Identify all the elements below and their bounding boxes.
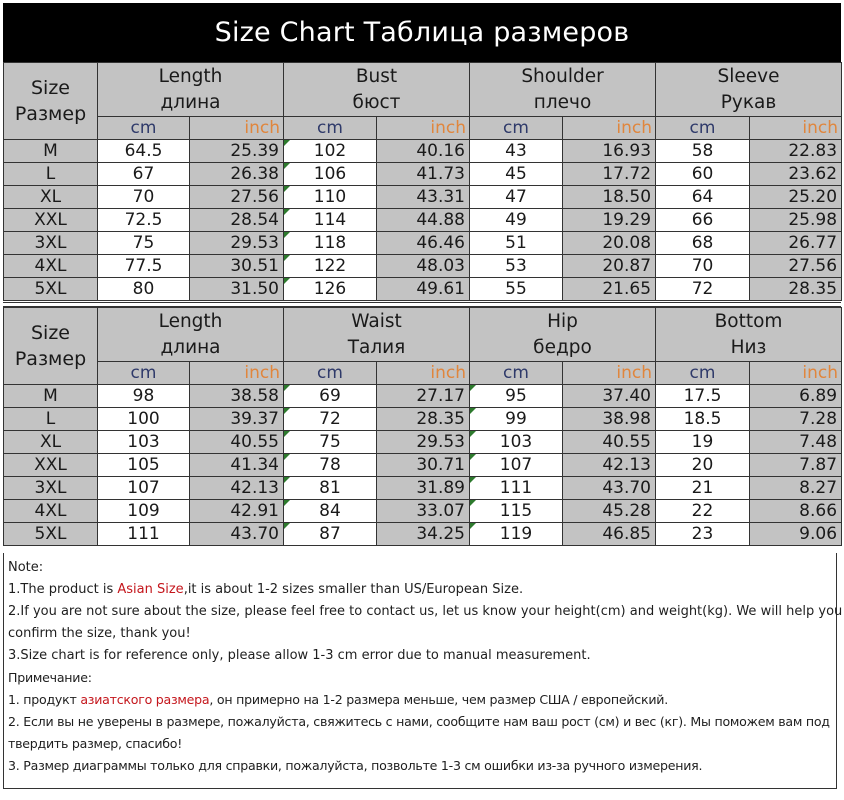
inch-value-cell: 41.73 xyxy=(377,163,470,186)
column-header-hip: Hip бедро xyxy=(470,308,656,362)
table-row xyxy=(4,500,842,523)
column-header-length: Length длина xyxy=(98,308,284,362)
inch-value-cell: 9.06 xyxy=(750,523,842,546)
inch-value-cell: 27.17 xyxy=(377,385,470,408)
cell-comment-marker xyxy=(470,500,476,506)
cm-value-cell: 75 xyxy=(98,232,190,255)
note-en-3: 3.Size chart is for reference only, please allow 1-3 cm error due to manual measurement. xyxy=(8,648,591,663)
cell-comment-marker xyxy=(470,477,476,483)
inch-value-cell: 25.39 xyxy=(190,140,284,163)
inch-value-cell: 28.54 xyxy=(190,209,284,232)
inch-value-cell: 46.46 xyxy=(377,232,470,255)
column-header-waist: Waist Талия xyxy=(284,308,470,362)
unit-cm-label: cm xyxy=(656,362,750,385)
cm-value-cell: 72 xyxy=(656,278,750,301)
inch-value-cell: 43.70 xyxy=(190,523,284,546)
asian-size-highlight-ru: азиатского размера xyxy=(80,692,210,707)
cm-value-cell: 102 xyxy=(284,140,377,163)
cm-value-cell: 111 xyxy=(98,523,190,546)
cm-value-cell: 64 xyxy=(656,186,750,209)
cm-value-cell: 45 xyxy=(470,163,563,186)
inch-value-cell: 28.35 xyxy=(750,278,842,301)
cm-value-cell: 118 xyxy=(284,232,377,255)
cm-value-cell: 106 xyxy=(284,163,377,186)
cm-value-cell: 95 xyxy=(470,385,563,408)
cell-comment-marker xyxy=(470,431,476,437)
cm-value-cell: 19 xyxy=(656,431,750,454)
note-ru-3: 3. Размер диаграммы только для справки, пожалуйста, позвольте 1-3 см ошибки из-за ручного измерения. xyxy=(8,758,703,773)
inch-value-cell: 40.16 xyxy=(377,140,470,163)
cm-value-cell: 78 xyxy=(284,454,377,477)
inch-value-cell: 43.31 xyxy=(377,186,470,209)
size-cell: 5XL xyxy=(4,278,98,301)
column-header-sleeve: Sleeve Рукав xyxy=(656,63,842,117)
cm-value-cell: 77.5 xyxy=(98,255,190,278)
table-row xyxy=(4,454,842,477)
inch-value-cell: 16.93 xyxy=(563,140,656,163)
inch-value-cell: 30.71 xyxy=(377,454,470,477)
cell-comment-marker xyxy=(284,408,290,414)
cm-value-cell: 84 xyxy=(284,500,377,523)
inch-value-cell: 29.53 xyxy=(190,232,284,255)
cm-value-cell: 18.5 xyxy=(656,408,750,431)
inch-value-cell: 48.03 xyxy=(377,255,470,278)
cell-comment-marker xyxy=(470,385,476,391)
cm-value-cell: 17.5 xyxy=(656,385,750,408)
note-ru-2-cont: твердить размер, спасибо! xyxy=(8,736,183,751)
note-ru-1: 1. продукт азиатского размера, он примерно на 1-2 размера меньше, чем размер США / европейский. xyxy=(8,692,668,707)
note-en-2: 2.If you are not sure about the size, please feel free to contact us, let us know your height(cm) and weight(kg). We will help you xyxy=(8,604,843,619)
size-cell: XL xyxy=(4,431,98,454)
cm-value-cell: 55 xyxy=(470,278,563,301)
inch-value-cell: 27.56 xyxy=(190,186,284,209)
column-header-bust: Bust бюст xyxy=(284,63,470,117)
cell-comment-marker xyxy=(284,232,290,238)
inch-value-cell: 18.50 xyxy=(563,186,656,209)
inch-value-cell: 40.55 xyxy=(190,431,284,454)
inch-value-cell: 7.87 xyxy=(750,454,842,477)
cm-value-cell: 22 xyxy=(656,500,750,523)
cm-value-cell: 122 xyxy=(284,255,377,278)
cm-value-cell: 70 xyxy=(656,255,750,278)
cell-comment-marker xyxy=(470,523,476,529)
cm-value-cell: 109 xyxy=(98,500,190,523)
table-row xyxy=(4,523,842,546)
cm-value-cell: 70 xyxy=(98,186,190,209)
unit-cm-label: cm xyxy=(98,117,190,140)
unit-cm-label: cm xyxy=(470,117,563,140)
unit-cm-label: cm xyxy=(284,117,377,140)
cm-value-cell: 53 xyxy=(470,255,563,278)
size-cell: M xyxy=(4,140,98,163)
cell-comment-marker xyxy=(470,408,476,414)
asian-size-highlight: Asian Size xyxy=(117,582,184,597)
cell-comment-marker xyxy=(284,385,290,391)
cm-value-cell: 68 xyxy=(656,232,750,255)
inch-value-cell: 42.13 xyxy=(563,454,656,477)
inch-value-cell: 27.56 xyxy=(750,255,842,278)
cell-comment-marker xyxy=(284,278,290,284)
inch-value-cell: 26.77 xyxy=(750,232,842,255)
cm-value-cell: 75 xyxy=(284,431,377,454)
inch-value-cell: 17.72 xyxy=(563,163,656,186)
cm-value-cell: 49 xyxy=(470,209,563,232)
inch-value-cell: 45.28 xyxy=(563,500,656,523)
inch-value-cell: 49.61 xyxy=(377,278,470,301)
cm-value-cell: 47 xyxy=(470,186,563,209)
cm-value-cell: 105 xyxy=(98,454,190,477)
note-heading-en: Note: xyxy=(8,560,44,575)
cm-value-cell: 60 xyxy=(656,163,750,186)
cm-value-cell: 67 xyxy=(98,163,190,186)
cm-value-cell: 72.5 xyxy=(98,209,190,232)
inch-value-cell: 19.29 xyxy=(563,209,656,232)
inch-value-cell: 30.51 xyxy=(190,255,284,278)
cm-value-cell: 107 xyxy=(98,477,190,500)
table-row xyxy=(4,209,842,232)
table-row xyxy=(4,140,842,163)
note-heading-ru: Примечание: xyxy=(8,670,92,685)
cell-comment-marker xyxy=(284,500,290,506)
size-cell: XXL xyxy=(4,209,98,232)
unit-inch-label: inch xyxy=(190,117,284,140)
cm-value-cell: 81 xyxy=(284,477,377,500)
unit-inch-label: inch xyxy=(377,117,470,140)
size-cell: XXL xyxy=(4,454,98,477)
unit-inch-label: inch xyxy=(750,362,842,385)
cell-comment-marker xyxy=(284,477,290,483)
cm-value-cell: 23 xyxy=(656,523,750,546)
notes-section xyxy=(3,553,843,789)
size-cell: 4XL xyxy=(4,500,98,523)
cm-value-cell: 107 xyxy=(470,454,563,477)
cell-comment-marker xyxy=(470,454,476,460)
unit-cm-label: cm xyxy=(656,117,750,140)
note-en-1: 1.The product is Asian Size,it is about 1-2 sizes smaller than US/European Size. xyxy=(8,582,524,597)
cm-value-cell: 64.5 xyxy=(98,140,190,163)
cm-value-cell: 126 xyxy=(284,278,377,301)
unit-cm-label: cm xyxy=(470,362,563,385)
inch-value-cell: 42.13 xyxy=(190,477,284,500)
unit-inch-label: inch xyxy=(750,117,842,140)
inch-value-cell: 38.58 xyxy=(190,385,284,408)
cm-value-cell: 115 xyxy=(470,500,563,523)
inch-value-cell: 8.27 xyxy=(750,477,842,500)
inch-value-cell: 41.34 xyxy=(190,454,284,477)
column-header-shoulder: Shoulder плечо xyxy=(470,63,656,117)
size-cell: 3XL xyxy=(4,477,98,500)
inch-value-cell: 34.25 xyxy=(377,523,470,546)
inch-value-cell: 46.85 xyxy=(563,523,656,546)
unit-cm-label: cm xyxy=(284,362,377,385)
table-row xyxy=(4,186,842,209)
inch-value-cell: 29.53 xyxy=(377,431,470,454)
cm-value-cell: 66 xyxy=(656,209,750,232)
cm-value-cell: 110 xyxy=(284,186,377,209)
inch-value-cell: 23.62 xyxy=(750,163,842,186)
unit-inch-label: inch xyxy=(563,362,656,385)
cm-value-cell: 99 xyxy=(470,408,563,431)
size-cell: XL xyxy=(4,186,98,209)
page-title: Size Chart Таблица размеров xyxy=(3,3,841,62)
inch-value-cell: 25.20 xyxy=(750,186,842,209)
cell-comment-marker xyxy=(284,431,290,437)
size-table-bottom xyxy=(3,307,842,546)
cm-value-cell: 111 xyxy=(470,477,563,500)
cm-value-cell: 87 xyxy=(284,523,377,546)
inch-value-cell: 22.83 xyxy=(750,140,842,163)
size-cell: L xyxy=(4,163,98,186)
inch-value-cell: 6.89 xyxy=(750,385,842,408)
column-header-length: Length длина xyxy=(98,63,284,117)
unit-row xyxy=(4,117,842,140)
cm-value-cell: 80 xyxy=(98,278,190,301)
note-en-2-cont: confirm the size, thank you! xyxy=(8,626,191,641)
cm-value-cell: 100 xyxy=(98,408,190,431)
inch-value-cell: 40.55 xyxy=(563,431,656,454)
table-row xyxy=(4,431,842,454)
cell-comment-marker xyxy=(284,454,290,460)
cm-value-cell: 72 xyxy=(284,408,377,431)
cm-value-cell: 21 xyxy=(656,477,750,500)
cm-value-cell: 119 xyxy=(470,523,563,546)
table-row xyxy=(4,408,842,431)
cm-value-cell: 98 xyxy=(98,385,190,408)
unit-row xyxy=(4,362,842,385)
cm-value-cell: 114 xyxy=(284,209,377,232)
unit-inch-label: inch xyxy=(377,362,470,385)
size-cell: 3XL xyxy=(4,232,98,255)
inch-value-cell: 43.70 xyxy=(563,477,656,500)
table-row xyxy=(4,385,842,408)
size-header: Size Размер xyxy=(4,308,98,385)
inch-value-cell: 25.98 xyxy=(750,209,842,232)
inch-value-cell: 31.50 xyxy=(190,278,284,301)
inch-value-cell: 31.89 xyxy=(377,477,470,500)
table-row xyxy=(4,232,842,255)
column-header-bottom: Bottom Низ xyxy=(656,308,842,362)
cm-value-cell: 51 xyxy=(470,232,563,255)
cm-value-cell: 20 xyxy=(656,454,750,477)
inch-value-cell: 33.07 xyxy=(377,500,470,523)
inch-value-cell: 21.65 xyxy=(563,278,656,301)
cm-value-cell: 43 xyxy=(470,140,563,163)
table-row xyxy=(4,255,842,278)
inch-value-cell: 7.28 xyxy=(750,408,842,431)
size-cell: M xyxy=(4,385,98,408)
size-cell: 4XL xyxy=(4,255,98,278)
table-row xyxy=(4,278,842,301)
cm-value-cell: 103 xyxy=(470,431,563,454)
cell-comment-marker xyxy=(284,186,290,192)
cm-value-cell: 103 xyxy=(98,431,190,454)
size-table-top xyxy=(3,62,842,301)
table-row xyxy=(4,477,842,500)
inch-value-cell: 20.87 xyxy=(563,255,656,278)
inch-value-cell: 38.98 xyxy=(563,408,656,431)
inch-value-cell: 37.40 xyxy=(563,385,656,408)
inch-value-cell: 44.88 xyxy=(377,209,470,232)
table-row xyxy=(4,163,842,186)
cell-comment-marker xyxy=(284,523,290,529)
cell-comment-marker xyxy=(284,255,290,261)
size-header: Size Размер xyxy=(4,63,98,140)
unit-inch-label: inch xyxy=(190,362,284,385)
cell-comment-marker xyxy=(284,140,290,146)
cm-value-cell: 69 xyxy=(284,385,377,408)
unit-cm-label: cm xyxy=(98,362,190,385)
size-cell: L xyxy=(4,408,98,431)
inch-value-cell: 39.37 xyxy=(190,408,284,431)
note-ru-2: 2. Если вы не уверены в размере, пожалуйста, свяжитесь с нами, сообщите нам ваш рост (см) и вес (кг). Мы поможем вам под xyxy=(8,714,830,729)
inch-value-cell: 28.35 xyxy=(377,408,470,431)
inch-value-cell: 8.66 xyxy=(750,500,842,523)
size-cell: 5XL xyxy=(4,523,98,546)
cell-comment-marker xyxy=(284,209,290,215)
cell-comment-marker xyxy=(284,163,290,169)
inch-value-cell: 7.48 xyxy=(750,431,842,454)
inch-value-cell: 42.91 xyxy=(190,500,284,523)
cm-value-cell: 58 xyxy=(656,140,750,163)
inch-value-cell: 26.38 xyxy=(190,163,284,186)
inch-value-cell: 20.08 xyxy=(563,232,656,255)
unit-inch-label: inch xyxy=(563,117,656,140)
